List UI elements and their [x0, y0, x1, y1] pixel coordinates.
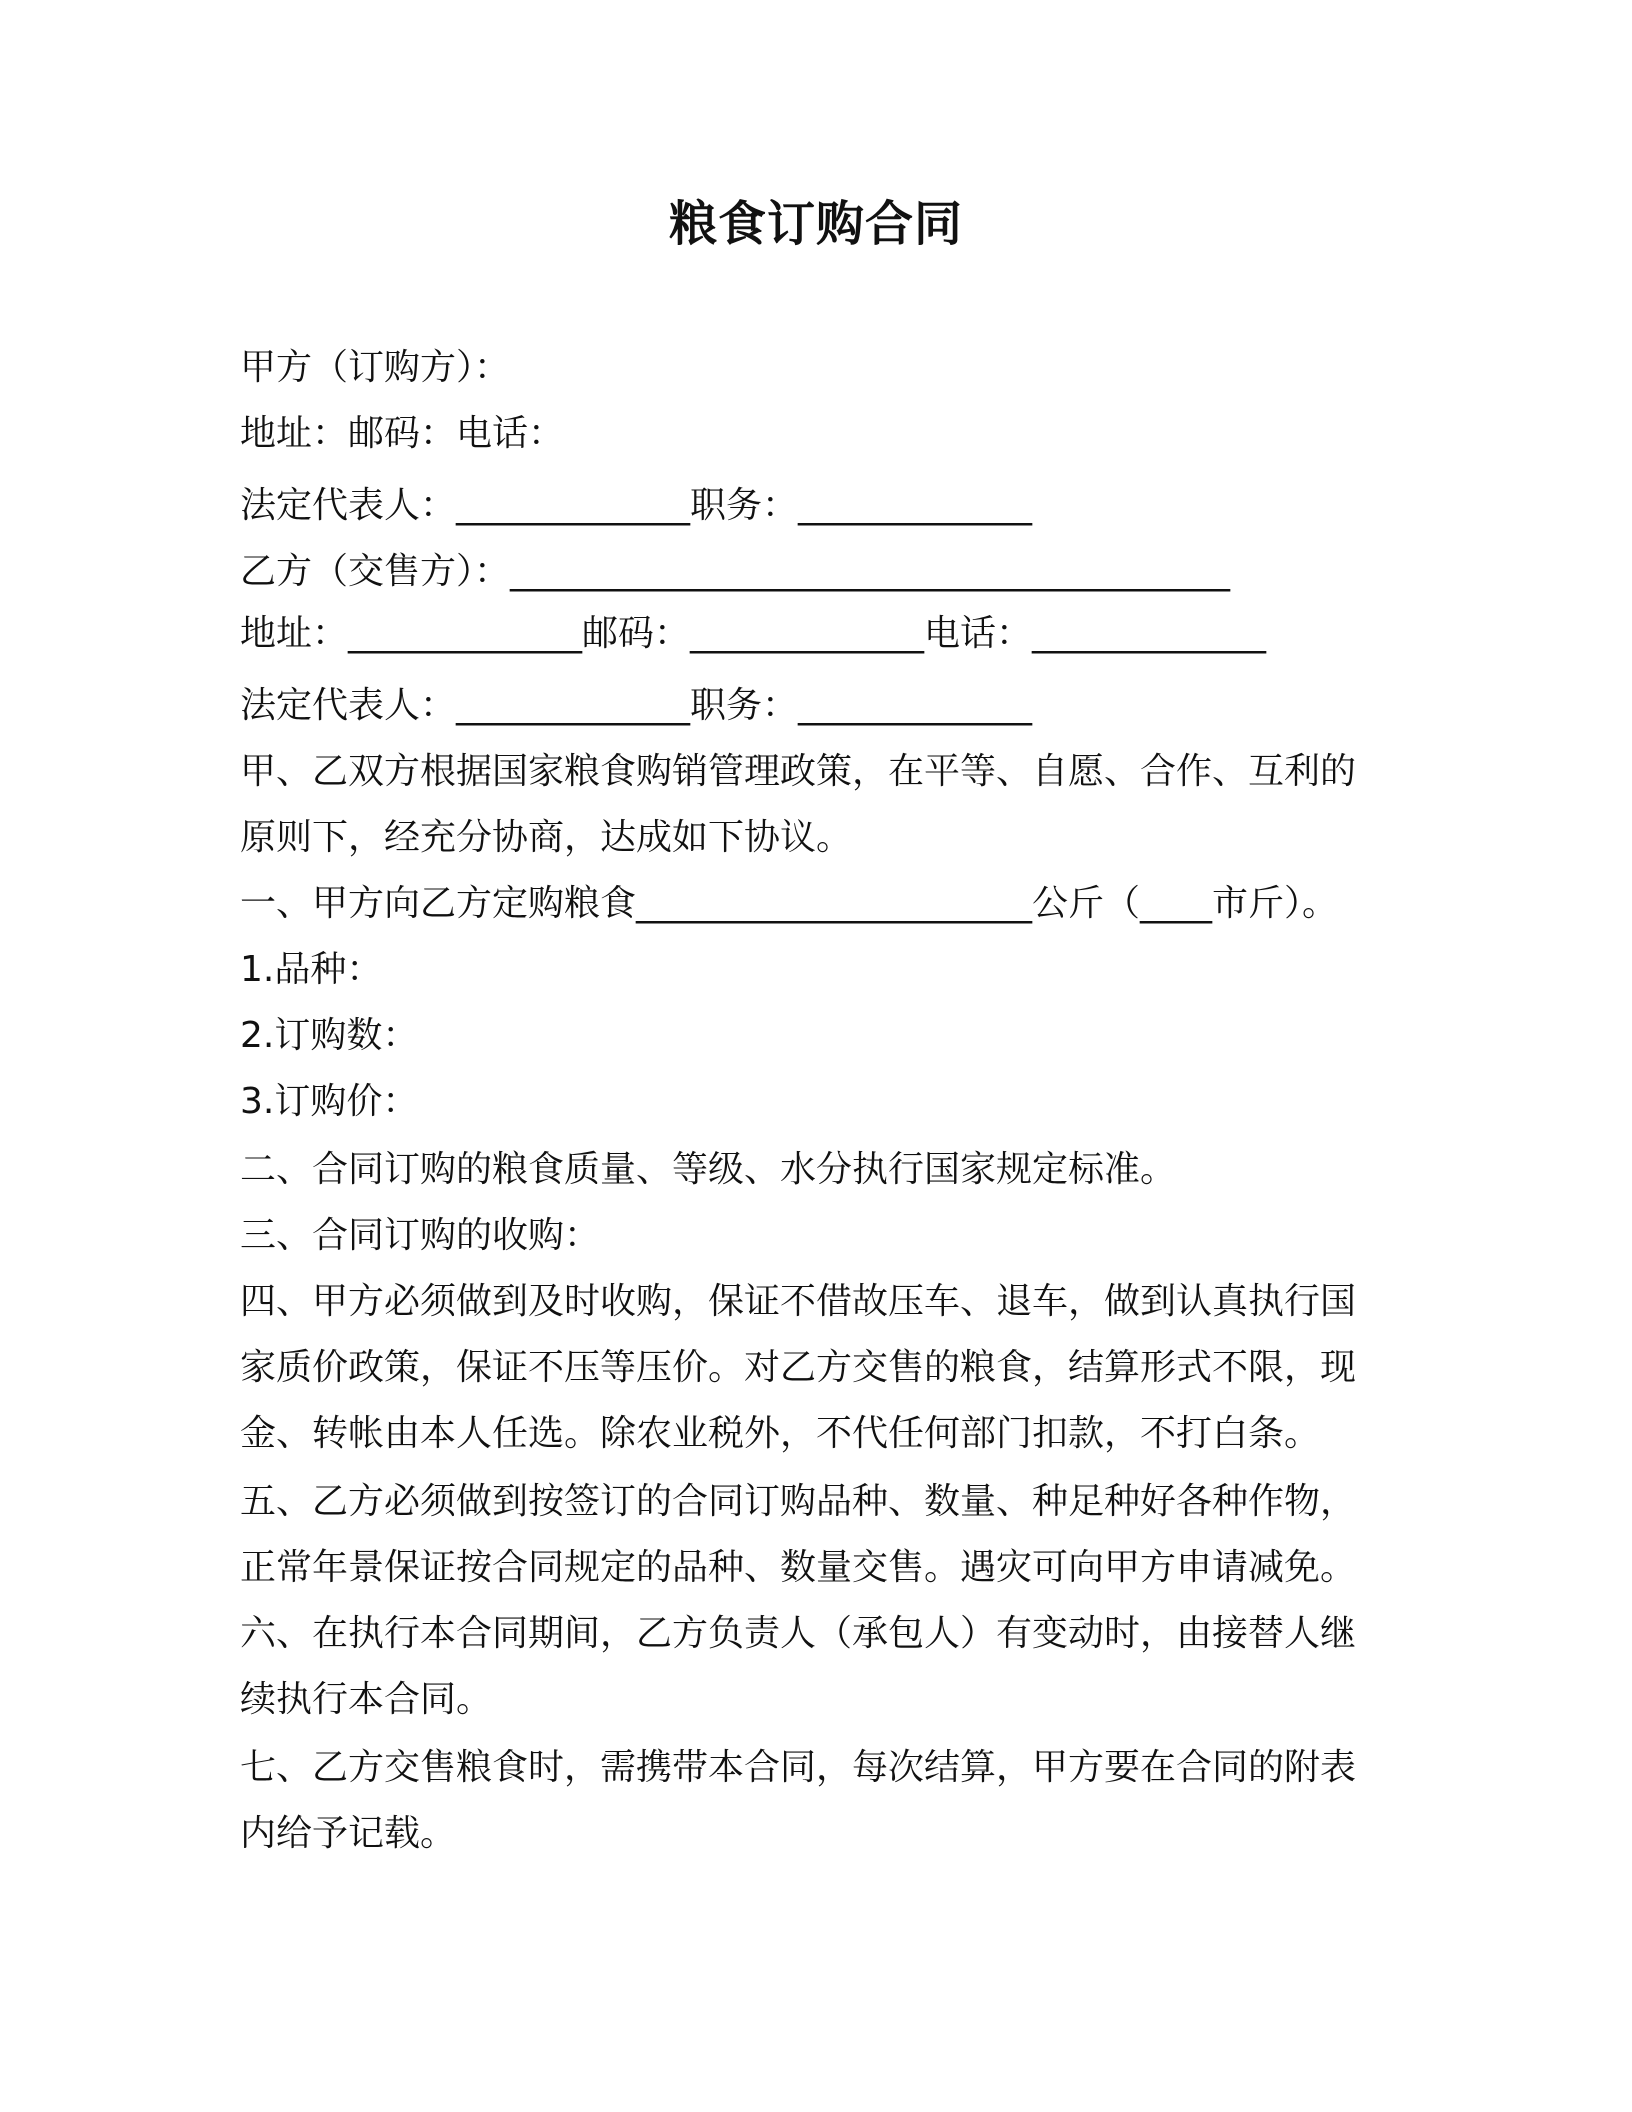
item-variety-line: 1.品种：: [240, 949, 383, 990]
party-b-representative-line: 法定代表人：_____________职务：_____________: [240, 685, 1033, 726]
party-a-address-line: 地址：邮码：电话：: [240, 413, 565, 454]
clause-6-line-2: 续执行本合同。: [240, 1679, 493, 1720]
clause-4-line-1: 四、甲方必须做到及时收购，保证不借故压车、退车，做到认真执行国: [240, 1281, 1357, 1322]
clause-4-line-2: 家质价政策，保证不压等压价。对乙方交售的粮食，结算形式不限，现: [240, 1347, 1357, 1388]
item-price-line: 3.订购价：: [240, 1081, 419, 1122]
clause-2-line: 二、合同订购的粮食质量、等级、水分执行国家规定标准。: [240, 1149, 1177, 1190]
party-b-line: 乙方（交售方）：________________________________________: [240, 551, 1231, 592]
page-title: 粮食订购合同: [668, 196, 963, 252]
party-b-address-line: 地址：_____________邮码：_____________电话：_____________: [240, 613, 1267, 654]
party-a-representative-line: 法定代表人：_____________职务：_____________: [240, 485, 1033, 526]
clause-5-line-1: 五、乙方必须做到按签订的合同订购品种、数量、种足种好各种作物，: [240, 1481, 1357, 1522]
preamble-line-1: 甲、乙双方根据国家粮食购销管理政策，在平等、自愿、合作、互利的: [240, 751, 1357, 792]
clause-7-line-2: 内给予记载。: [240, 1813, 457, 1854]
preamble-line-2: 原则下，经充分协商，达成如下协议。: [240, 817, 853, 858]
clause-7-line-1: 七、乙方交售粮食时，需携带本合同，每次结算，甲方要在合同的附表: [240, 1747, 1357, 1788]
clause-3-line: 三、合同订购的收购：: [240, 1215, 601, 1256]
party-a-line: 甲方（订购方）：: [240, 347, 511, 388]
clause-5-line-2: 正常年景保证按合同规定的品种、数量交售。遇灾可向甲方申请减免。: [240, 1547, 1357, 1588]
item-quantity-line: 2.订购数：: [240, 1015, 419, 1056]
clause-4-line-3: 金、转帐由本人任选。除农业税外，不代任何部门扣款，不打白条。: [240, 1413, 1321, 1454]
clause-6-line-1: 六、在执行本合同期间，乙方负责人（承包人）有变动时，由接替人继: [240, 1613, 1357, 1654]
clause-1-line: 一、甲方向乙方定购粮食______________________公斤（____市斤）。: [240, 883, 1339, 924]
